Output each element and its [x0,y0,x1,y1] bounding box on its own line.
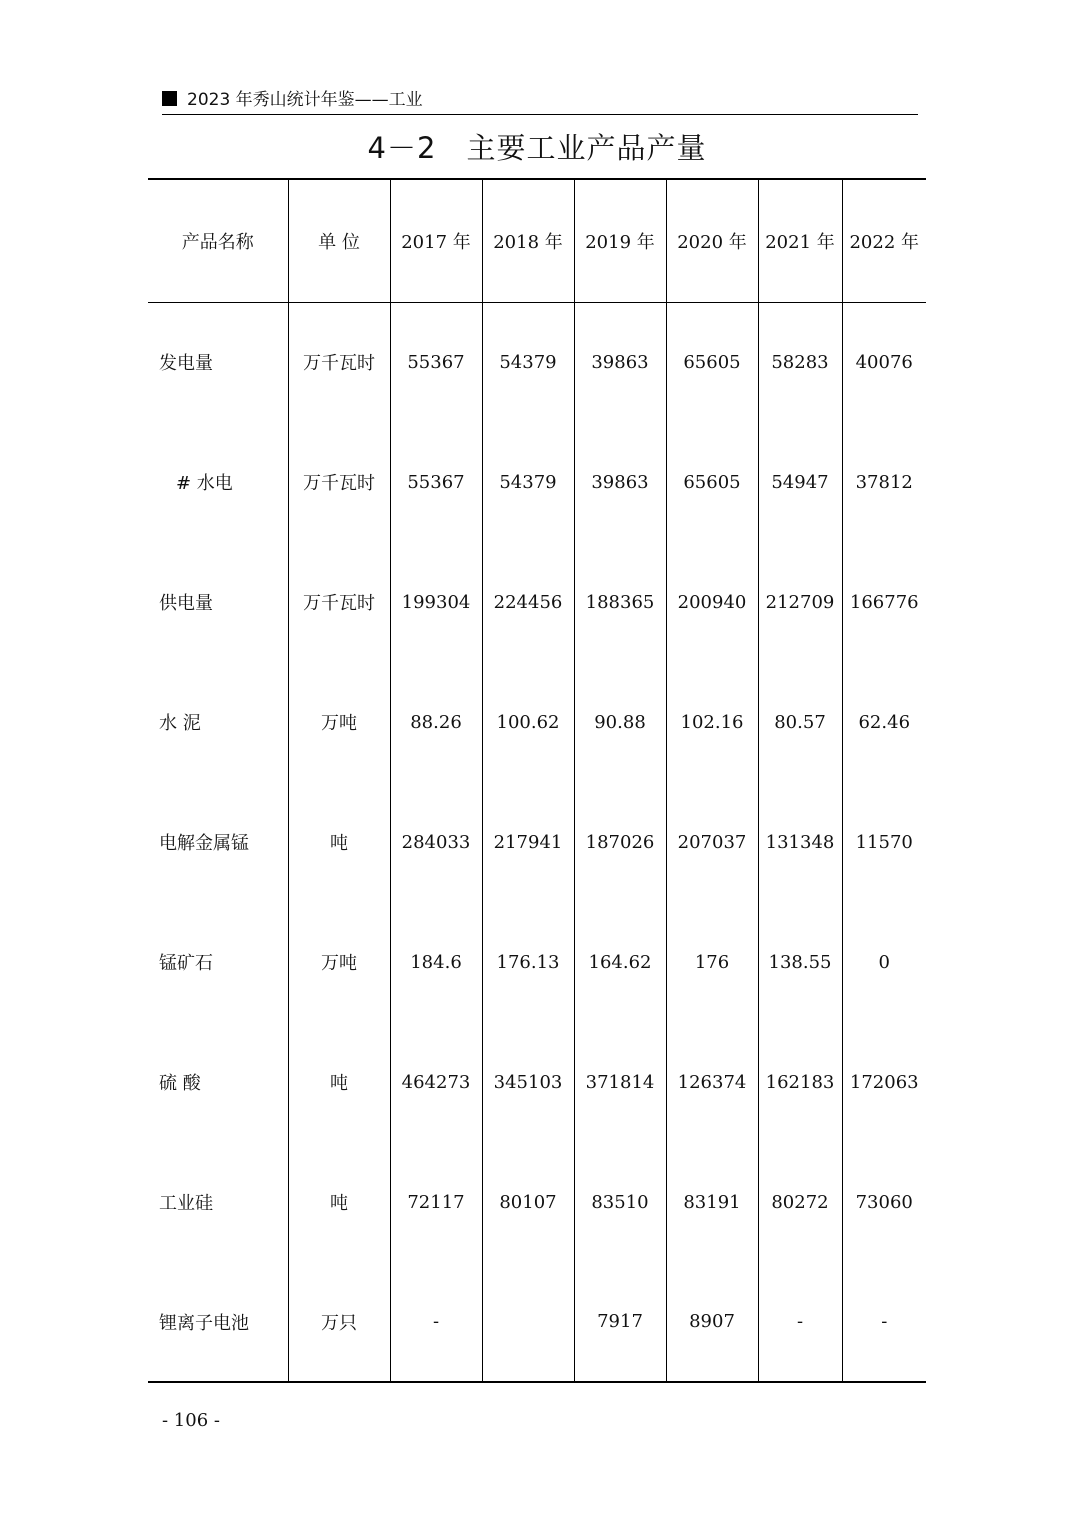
table-row [148,1262,926,1382]
value-2019: 188365 [574,542,666,662]
value-2022: 62.46 [842,662,926,782]
product-unit: 吨 [288,1022,390,1142]
column-header-2020: 2020 年 [666,179,758,302]
product-unit: 万吨 [288,902,390,1022]
product-unit: 万吨 [288,662,390,782]
value-2022: 172063 [842,1022,926,1142]
page-number: - 106 - [162,1410,220,1431]
value-2020: 200940 [666,542,758,662]
product-name: 硫 酸 [159,1073,201,1094]
value-2018: 80107 [482,1142,574,1262]
table-row [148,1022,926,1142]
column-header-2019: 2019 年 [574,179,666,302]
header-square-icon [162,91,177,106]
value-2018: 54379 [482,422,574,542]
value-2021: 80.57 [758,662,842,782]
value-2017: 184.6 [390,902,482,1022]
table-row [148,1142,926,1262]
value-2021: 80272 [758,1142,842,1262]
value-2019: 187026 [574,782,666,902]
value-2018 [482,1262,574,1382]
value-2021: 138.55 [758,902,842,1022]
value-2021: 131348 [758,782,842,902]
column-header-2018: 2018 年 [482,179,574,302]
value-2020: 102.16 [666,662,758,782]
value-2017: 284033 [390,782,482,902]
value-2018: 345103 [482,1022,574,1142]
column-header-unit: 单 位 [288,179,390,302]
table-row [148,782,926,902]
value-2019: 371814 [574,1022,666,1142]
value-2020: 207037 [666,782,758,902]
table-number: 4－2 [367,131,437,165]
product-name: 锰矿石 [159,953,213,974]
value-2018: 217941 [482,782,574,902]
value-2019: 39863 [574,422,666,542]
value-2017: 88.26 [390,662,482,782]
column-header-2021: 2021 年 [758,179,842,302]
value-2020: 176 [666,902,758,1022]
table-row [148,542,926,662]
table-title [148,126,926,167]
value-2019: 7917 [574,1262,666,1382]
product-name: 供电量 [159,593,213,614]
value-2021: 212709 [758,542,842,662]
column-header-product: 产品名称 [148,179,288,302]
value-2019: 90.88 [574,662,666,782]
table-row [148,422,926,542]
value-2017: - [390,1262,482,1382]
table-row [148,902,926,1022]
value-2018: 176.13 [482,902,574,1022]
product-name: 水 泥 [159,713,201,734]
value-2021: 162183 [758,1022,842,1142]
product-unit: 万千瓦时 [288,422,390,542]
value-2020: 8907 [666,1262,758,1382]
product-name: 发电量 [159,353,213,375]
value-2020: 126374 [666,1022,758,1142]
value-2022: 37812 [842,422,926,542]
product-unit: 吨 [288,1142,390,1262]
column-header-2022: 2022 年 [842,179,926,302]
value-2018: 54379 [482,302,574,422]
value-2022: 166776 [842,542,926,662]
value-2022: 11570 [842,782,926,902]
value-2022: - [842,1262,926,1382]
product-unit: 万千瓦时 [288,302,390,422]
column-header-2017: 2017 年 [390,179,482,302]
value-2020: 83191 [666,1142,758,1262]
value-2020: 65605 [666,302,758,422]
product-unit: 吨 [288,782,390,902]
table-row [148,662,926,782]
value-2022: 0 [842,902,926,1022]
value-2017: 464273 [390,1022,482,1142]
value-2017: 55367 [390,422,482,542]
table-header-row [148,179,926,302]
value-2020: 65605 [666,422,758,542]
production-table [148,178,926,1383]
value-2018: 224456 [482,542,574,662]
value-2017: 55367 [390,302,482,422]
running-header-text: 2023 年秀山统计年鉴——工业 [187,90,423,110]
value-2021: 54947 [758,422,842,542]
product-unit: 万千瓦时 [288,542,390,662]
value-2019: 39863 [574,302,666,422]
table-title-text: 主要工业产品产量 [466,131,707,165]
value-2022: 40076 [842,302,926,422]
value-2021: 58283 [758,302,842,422]
value-2022: 73060 [842,1142,926,1262]
running-header [162,88,918,115]
product-unit: 万只 [288,1262,390,1382]
value-2021: - [758,1262,842,1382]
table-row [148,302,926,422]
product-name: 锂离子电池 [148,1262,288,1382]
product-name: # 水电 [176,473,233,494]
value-2019: 83510 [574,1142,666,1262]
product-name: 电解金属锰 [159,833,249,854]
value-2018: 100.62 [482,662,574,782]
value-2017: 199304 [390,542,482,662]
value-2017: 72117 [390,1142,482,1262]
product-name: 工业硅 [159,1193,213,1214]
value-2019: 164.62 [574,902,666,1022]
